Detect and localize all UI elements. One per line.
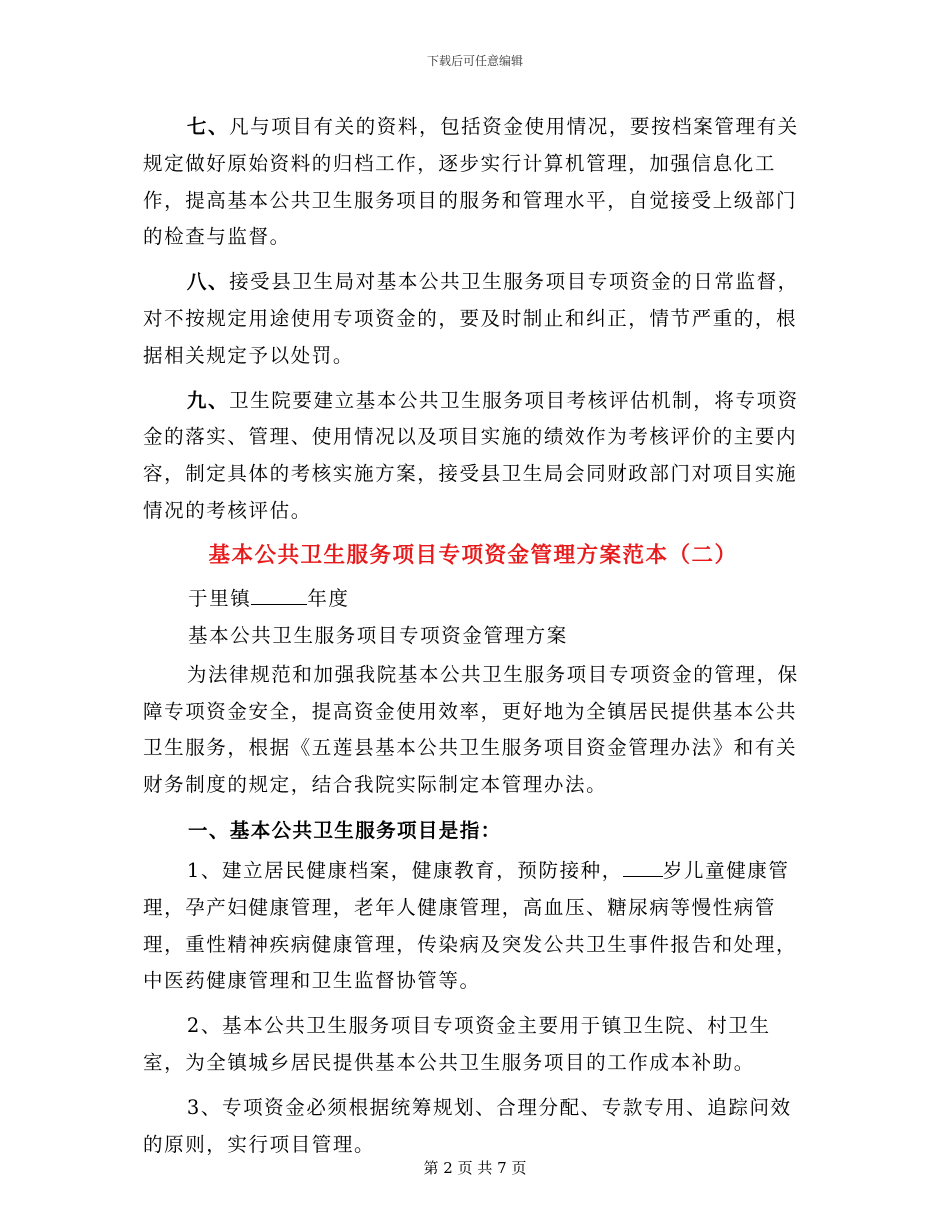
paragraph-eight-number: 八、 [186, 270, 230, 294]
town-year-line [143, 580, 811, 617]
paragraph-eight-text: 接受县卫生局对基本公共卫生服务项目专项资金的日常监督，对不按规定用途使用专项资金的，要及时制止和纠正，情节严重的，根据相关规定予以处罚。 [143, 270, 799, 367]
item-one-text-b: 岁儿童健康管理，孕产妇健康管理，老年人健康管理，高血压、糖尿病等慢性病管理，重性精神疾病健康管理，传染病及突发公共卫生事件报告和处理，中医药健康管理和卫生监督协管等。 [143, 858, 798, 993]
item-two [143, 1008, 811, 1082]
paragraph-nine [143, 383, 811, 530]
paragraph-seven [143, 109, 811, 256]
plan-subtitle: 基本公共卫生服务项目专项资金管理方案 [188, 623, 568, 647]
item-one [143, 853, 811, 1000]
item-one-number: 1、 [186, 858, 222, 882]
age-blank [623, 856, 663, 877]
header-note: 下载后可任意编辑 [426, 54, 523, 68]
year-label: 年度 [307, 586, 350, 610]
paragraph-eight [143, 264, 811, 374]
paragraph-seven-number: 七、 [186, 115, 230, 138]
paragraph-seven-text: 凡与项目有关的资料，包括资金使用情况，要按档案管理有关规定做好原始资料的归档工作，逐步实行计算机管理，加强信息化工作，提高基本公共卫生服务项目的服务和管理水平，自觉接受上级部门的检查与监督。 [143, 115, 799, 249]
item-two-number: 2、 [186, 1014, 222, 1038]
document-title: 基本公共卫生服务项目专项资金管理方案范本（二） [208, 542, 738, 568]
item-three-number: 3、 [186, 1095, 222, 1119]
paragraph-nine-number: 九、 [186, 388, 230, 412]
item-two-text: 基本公共卫生服务项目专项资金主要用于镇卫生院、村卫生室，为全镇城乡居民提供基本公共卫生服务项目的工作成本补助。 [143, 1014, 771, 1074]
item-three-text: 专项资金必须根据统筹规划、合理分配、专款专用、追踪问效的原则，实行项目管理。 [143, 1095, 792, 1156]
intro-paragraph: 为法律规范和加强我院基本公共卫生服务项目专项资金的管理，保障专项资金安全，提高资金使用效率，更好地为全镇居民提供基本公共卫生服务，根据《五莲县基本公共卫生服务项目资金管理办法》和有关财务制度的规定，结合我院实际制定本管理办法。 [143, 662, 799, 797]
paragraph-nine-text: 卫生院要建立基本公共卫生服务项目考核评估机制，将专项资金的落实、管理、使用情况以及项目实施的绩效作为考核评价的主要内容，制定具体的考核实施方案，接受县卫生局会同财政部门对项目实施情况的考核评估。 [143, 388, 799, 522]
item-one-text-a: 建立居民健康档案，健康教育，预防接种， [221, 858, 623, 882]
town-name: 于里镇 [188, 586, 252, 610]
page-number: 第 2 页 共 7 页 [423, 1159, 527, 1177]
document-body [143, 109, 811, 1171]
year-blank [251, 584, 307, 605]
item-three [143, 1090, 811, 1164]
section-heading-one: 一、基本公共卫生服务项目是指： [188, 818, 502, 842]
